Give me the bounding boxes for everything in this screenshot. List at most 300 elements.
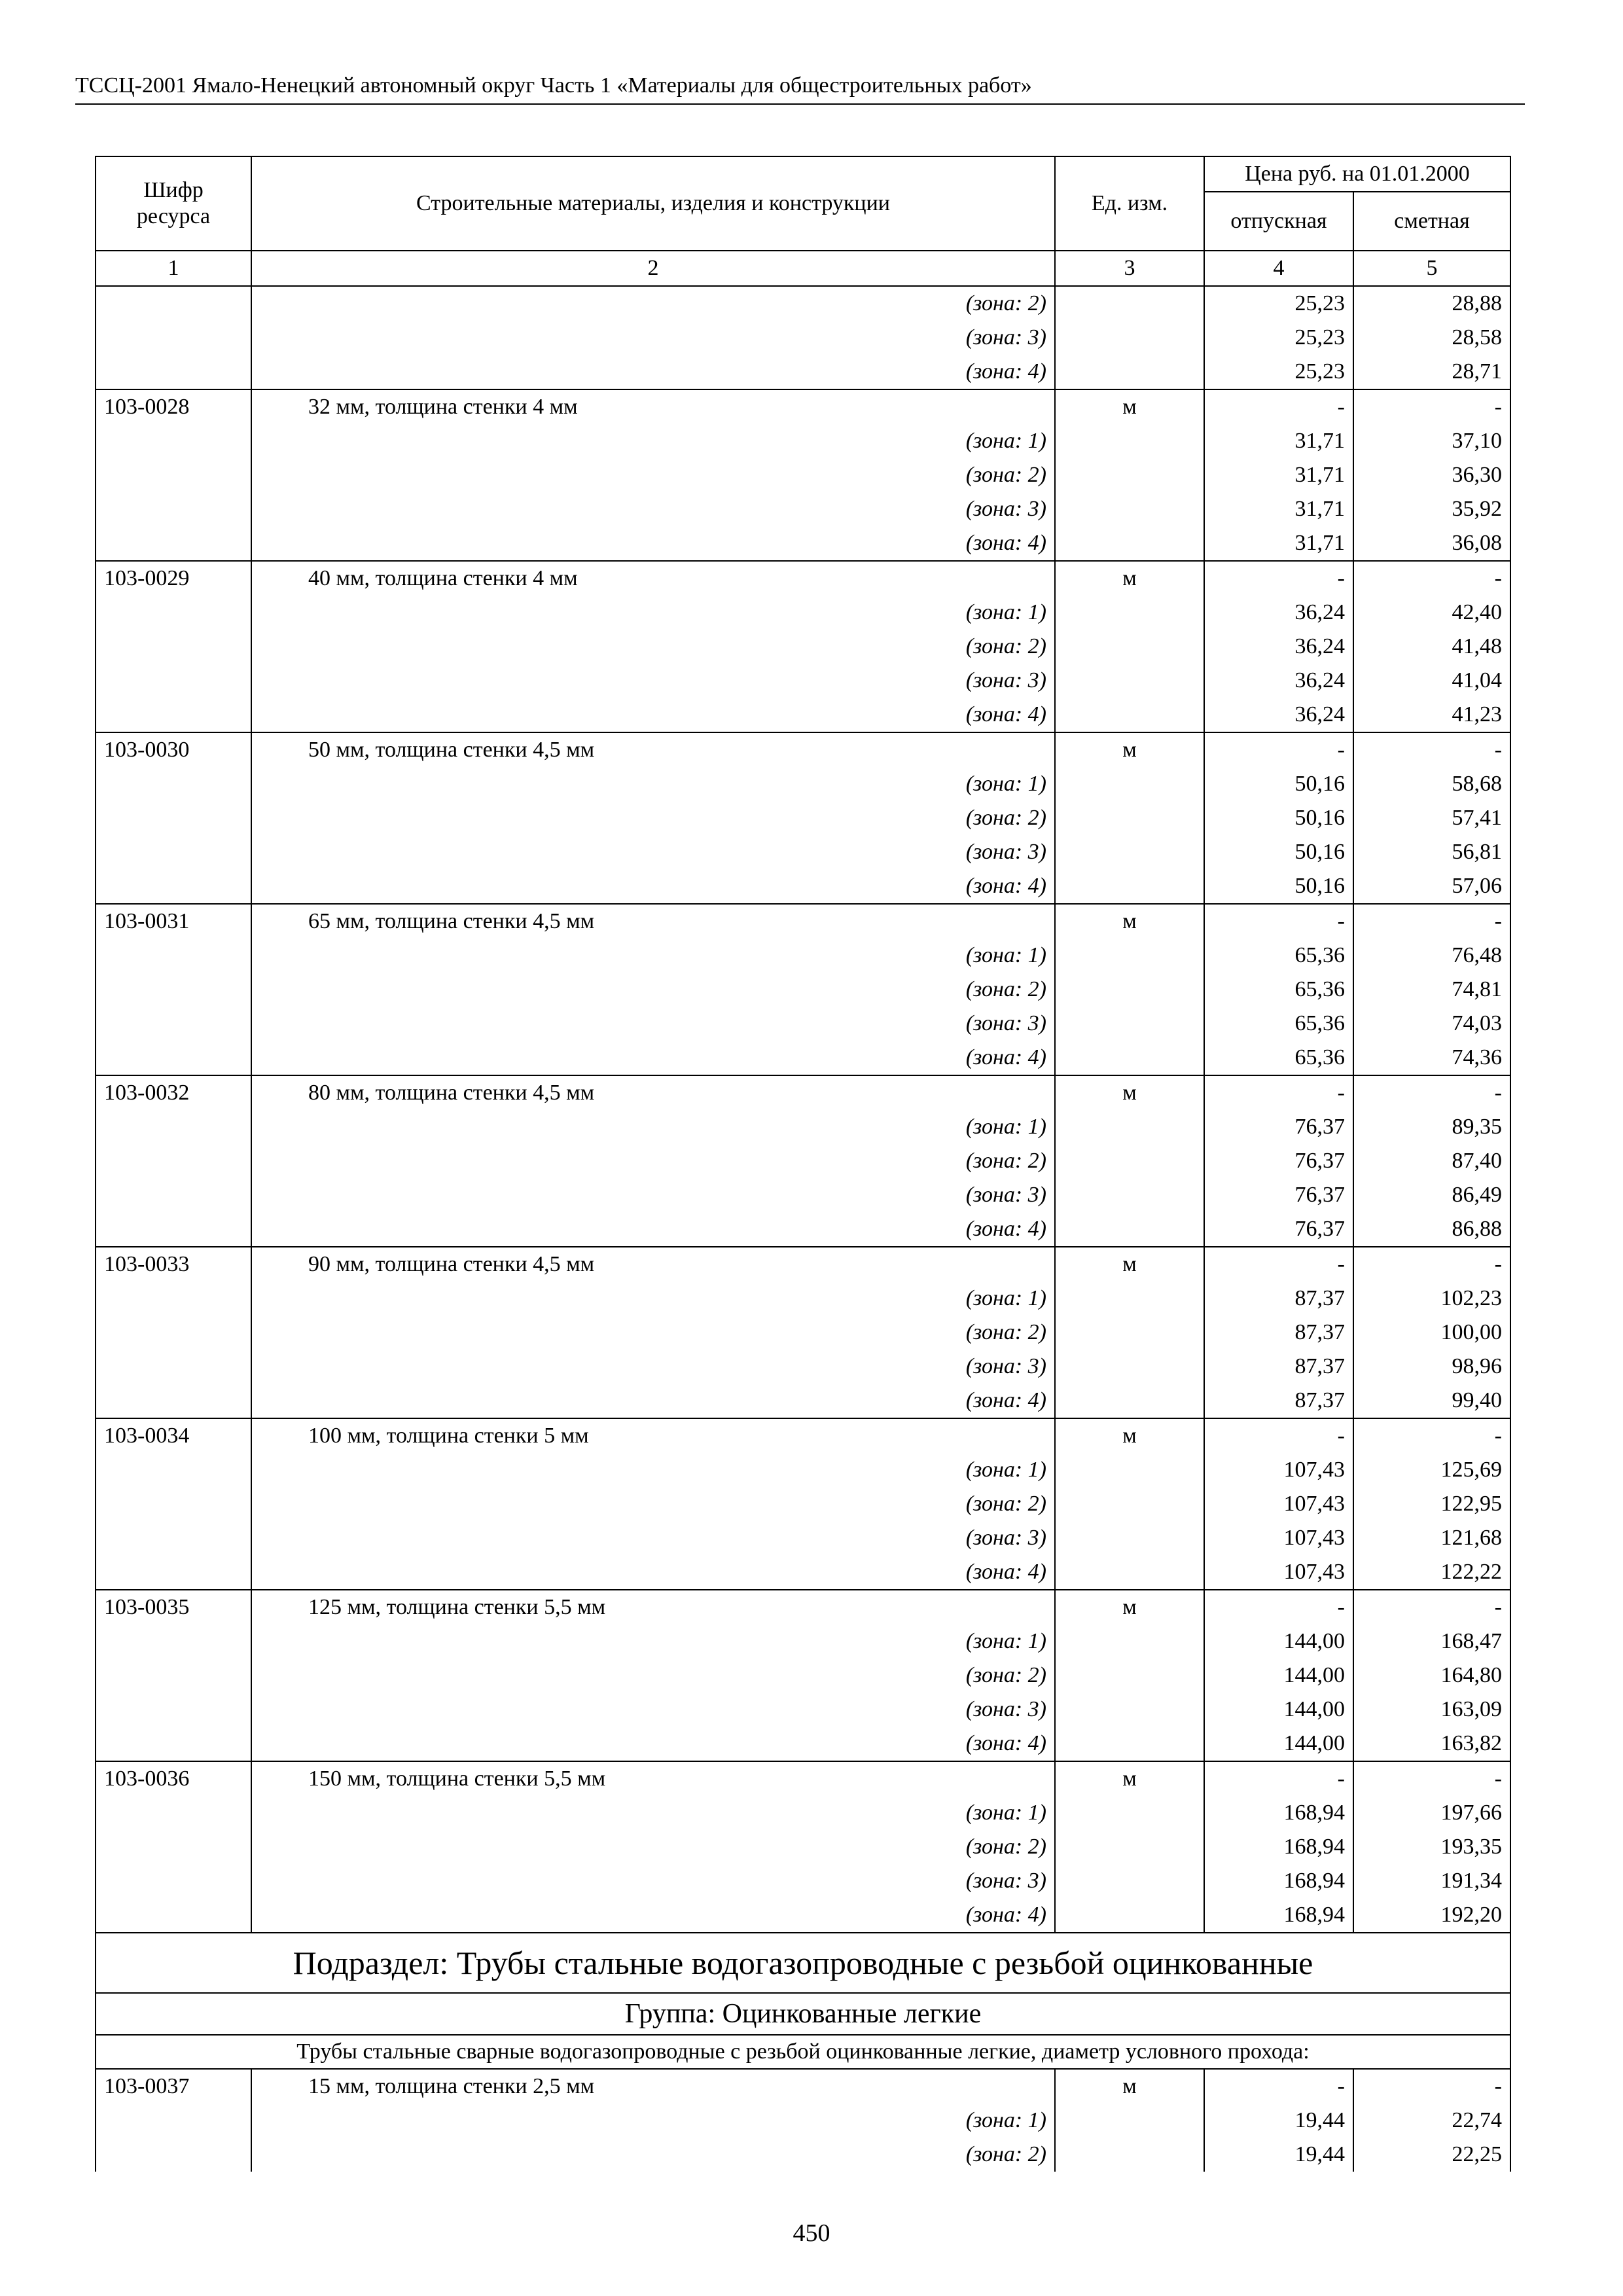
zone-label: (зона: 2) — [251, 2138, 1055, 2172]
estimate-price: 58,68 — [1353, 767, 1510, 801]
release-price: 144,00 — [1204, 1624, 1353, 1659]
group-title: Группа: Оцинкованные легкие — [96, 1993, 1510, 2035]
estimate-price: 122,95 — [1353, 1487, 1510, 1521]
group-description: Трубы стальные сварные водогазопроводные с резьбой оцинкованные легкие, диаметр условного прохода: — [96, 2035, 1510, 2069]
estimate-price: - — [1353, 389, 1510, 424]
estimate-price: - — [1353, 1590, 1510, 1624]
release-price: 76,37 — [1204, 1110, 1353, 1144]
estimate-price: 121,68 — [1353, 1521, 1510, 1555]
estimate-price: 86,88 — [1353, 1212, 1510, 1247]
release-price: 31,71 — [1204, 424, 1353, 458]
release-price: - — [1204, 2069, 1353, 2104]
table-row — [96, 1384, 1510, 1418]
estimate-price: 100,00 — [1353, 1316, 1510, 1350]
unit-cell — [1055, 1110, 1204, 1144]
release-price: 31,71 — [1204, 492, 1353, 526]
estimate-price: 57,06 — [1353, 869, 1510, 904]
release-price: 144,00 — [1204, 1659, 1353, 1693]
table-row — [96, 321, 1510, 355]
zone-label: (зона: 4) — [251, 1212, 1055, 1247]
resource-code — [96, 526, 251, 561]
table-row — [96, 1178, 1510, 1212]
material-name: 65 мм, толщина стенки 4,5 мм — [251, 904, 1055, 939]
unit-cell — [1055, 1282, 1204, 1316]
estimate-price: 164,80 — [1353, 1659, 1510, 1693]
estimate-price: - — [1353, 904, 1510, 939]
zone-label: (зона: 3) — [251, 1178, 1055, 1212]
table-row — [96, 904, 1510, 939]
material-name: 50 мм, толщина стенки 4,5 мм — [251, 732, 1055, 767]
resource-code — [96, 1521, 251, 1555]
unit-cell: м — [1055, 1075, 1204, 1110]
resource-code — [96, 424, 251, 458]
zone-label: (зона: 4) — [251, 1727, 1055, 1761]
resource-code — [96, 321, 251, 355]
table-row — [96, 732, 1510, 767]
resource-code — [96, 286, 251, 321]
resource-code — [96, 2104, 251, 2138]
release-price: 144,00 — [1204, 1727, 1353, 1761]
zone-label: (зона: 2) — [251, 1487, 1055, 1521]
unit-cell — [1055, 698, 1204, 732]
unit-cell: м — [1055, 389, 1204, 424]
resource-code — [96, 1555, 251, 1590]
estimate-price: 57,41 — [1353, 801, 1510, 835]
release-price: - — [1204, 1761, 1353, 1796]
table-row — [96, 630, 1510, 664]
table-row — [96, 1453, 1510, 1487]
unit-cell: м — [1055, 1418, 1204, 1453]
zone-label: (зона: 1) — [251, 939, 1055, 973]
zone-label: (зона: 1) — [251, 1282, 1055, 1316]
zone-label: (зона: 3) — [251, 321, 1055, 355]
estimate-price: 41,48 — [1353, 630, 1510, 664]
table-body — [96, 286, 1510, 1933]
table-row — [96, 2069, 1510, 2104]
subsection-block — [96, 1933, 1510, 2069]
estimate-price: 37,10 — [1353, 424, 1510, 458]
unit-cell — [1055, 835, 1204, 869]
unit-cell — [1055, 321, 1204, 355]
estimate-price: 76,48 — [1353, 939, 1510, 973]
table-row — [96, 869, 1510, 904]
unit-cell — [1055, 1693, 1204, 1727]
price-table — [95, 156, 1511, 2172]
release-price: 76,37 — [1204, 1212, 1353, 1247]
table-row — [96, 389, 1510, 424]
resource-code: 103-0028 — [96, 389, 251, 424]
unit-cell — [1055, 1796, 1204, 1830]
zone-label: (зона: 1) — [251, 424, 1055, 458]
unit-cell — [1055, 1144, 1204, 1178]
resource-code — [96, 1453, 251, 1487]
estimate-price: 28,71 — [1353, 355, 1510, 389]
zone-label: (зона: 2) — [251, 458, 1055, 492]
zone-label: (зона: 3) — [251, 1007, 1055, 1041]
estimate-price: 41,23 — [1353, 698, 1510, 732]
estimate-price: 99,40 — [1353, 1384, 1510, 1418]
table-row — [96, 1555, 1510, 1590]
table-row — [96, 1282, 1510, 1316]
release-price: 50,16 — [1204, 801, 1353, 835]
release-price: 65,36 — [1204, 1007, 1353, 1041]
unit-cell — [1055, 1384, 1204, 1418]
estimate-price: 36,30 — [1353, 458, 1510, 492]
table-body-after — [96, 2069, 1510, 2172]
release-price: 107,43 — [1204, 1487, 1353, 1521]
resource-code — [96, 1898, 251, 1933]
release-price: 107,43 — [1204, 1453, 1353, 1487]
col-number: 2 — [251, 251, 1055, 286]
estimate-price: 28,88 — [1353, 286, 1510, 321]
table-row — [96, 1830, 1510, 1864]
release-price: - — [1204, 1418, 1353, 1453]
unit-cell — [1055, 492, 1204, 526]
release-price: 31,71 — [1204, 526, 1353, 561]
col-header-unit: Ед. изм. — [1055, 156, 1204, 251]
unit-cell — [1055, 1898, 1204, 1933]
resource-code — [96, 1487, 251, 1521]
release-price: 31,71 — [1204, 458, 1353, 492]
material-name: 15 мм, толщина стенки 2,5 мм — [251, 2069, 1055, 2104]
table-row — [96, 1041, 1510, 1075]
table-row — [96, 1110, 1510, 1144]
resource-code: 103-0033 — [96, 1247, 251, 1282]
resource-code — [96, 973, 251, 1007]
table-row — [96, 2104, 1510, 2138]
material-name: 90 мм, толщина стенки 4,5 мм — [251, 1247, 1055, 1282]
estimate-price: 125,69 — [1353, 1453, 1510, 1487]
estimate-price: - — [1353, 732, 1510, 767]
zone-label: (зона: 1) — [251, 1110, 1055, 1144]
release-price: 36,24 — [1204, 630, 1353, 664]
unit-cell — [1055, 1007, 1204, 1041]
table-row — [96, 1761, 1510, 1796]
estimate-price: 35,92 — [1353, 492, 1510, 526]
unit-cell — [1055, 1727, 1204, 1761]
table-row — [96, 1007, 1510, 1041]
release-price: 107,43 — [1204, 1521, 1353, 1555]
estimate-price: 98,96 — [1353, 1350, 1510, 1384]
unit-cell — [1055, 1624, 1204, 1659]
estimate-price: 168,47 — [1353, 1624, 1510, 1659]
unit-cell — [1055, 630, 1204, 664]
table-row — [96, 664, 1510, 698]
unit-cell — [1055, 939, 1204, 973]
estimate-price: 74,81 — [1353, 973, 1510, 1007]
zone-label: (зона: 4) — [251, 1555, 1055, 1590]
col-number: 1 — [96, 251, 251, 286]
unit-cell — [1055, 1830, 1204, 1864]
estimate-price: - — [1353, 1761, 1510, 1796]
table-row — [96, 1590, 1510, 1624]
material-name: 40 мм, толщина стенки 4 мм — [251, 561, 1055, 596]
table-row — [96, 1659, 1510, 1693]
release-price: 25,23 — [1204, 286, 1353, 321]
release-price: 50,16 — [1204, 767, 1353, 801]
unit-cell — [1055, 424, 1204, 458]
resource-code — [96, 1212, 251, 1247]
unit-cell — [1055, 1178, 1204, 1212]
resource-code — [96, 630, 251, 664]
zone-label: (зона: 1) — [251, 1796, 1055, 1830]
table-row — [96, 561, 1510, 596]
resource-code — [96, 1727, 251, 1761]
col-header-price: Цена руб. на 01.01.2000 — [1204, 156, 1510, 192]
col-header-name: Строительные материалы, изделия и конструкции — [251, 156, 1055, 251]
resource-code — [96, 1350, 251, 1384]
zone-label: (зона: 2) — [251, 286, 1055, 321]
resource-code — [96, 869, 251, 904]
zone-label: (зона: 4) — [251, 526, 1055, 561]
zone-label: (зона: 3) — [251, 1864, 1055, 1898]
zone-label: (зона: 3) — [251, 835, 1055, 869]
material-name: 80 мм, толщина стенки 4,5 мм — [251, 1075, 1055, 1110]
estimate-price: 22,74 — [1353, 2104, 1510, 2138]
material-name: 150 мм, толщина стенки 5,5 мм — [251, 1761, 1055, 1796]
release-price: - — [1204, 389, 1353, 424]
zone-label: (зона: 4) — [251, 1384, 1055, 1418]
unit-cell: м — [1055, 732, 1204, 767]
estimate-price: - — [1353, 561, 1510, 596]
resource-code: 103-0031 — [96, 904, 251, 939]
release-price: - — [1204, 732, 1353, 767]
estimate-price: 56,81 — [1353, 835, 1510, 869]
table-row — [96, 286, 1510, 321]
unit-cell — [1055, 1659, 1204, 1693]
unit-cell — [1055, 596, 1204, 630]
resource-code — [96, 939, 251, 973]
estimate-price: 197,66 — [1353, 1796, 1510, 1830]
release-price: 19,44 — [1204, 2104, 1353, 2138]
resource-code — [96, 1864, 251, 1898]
zone-label: (зона: 4) — [251, 355, 1055, 389]
estimate-price: 102,23 — [1353, 1282, 1510, 1316]
subsection-title: Подраздел: Трубы стальные водогазопроводные с резьбой оцинкованные — [96, 1933, 1510, 1993]
zone-label: (зона: 1) — [251, 2104, 1055, 2138]
release-price: - — [1204, 1075, 1353, 1110]
resource-code — [96, 1007, 251, 1041]
zone-label: (зона: 2) — [251, 1659, 1055, 1693]
release-price: - — [1204, 1247, 1353, 1282]
unit-cell — [1055, 767, 1204, 801]
release-price: 50,16 — [1204, 869, 1353, 904]
release-price: 168,94 — [1204, 1796, 1353, 1830]
release-price: 19,44 — [1204, 2138, 1353, 2172]
estimate-price: - — [1353, 1075, 1510, 1110]
unit-cell: м — [1055, 2069, 1204, 2104]
resource-code — [96, 1830, 251, 1864]
release-price: 65,36 — [1204, 939, 1353, 973]
resource-code — [96, 835, 251, 869]
resource-code — [96, 492, 251, 526]
col-number: 4 — [1204, 251, 1353, 286]
material-name: 125 мм, толщина стенки 5,5 мм — [251, 1590, 1055, 1624]
release-price: 168,94 — [1204, 1830, 1353, 1864]
resource-code: 103-0029 — [96, 561, 251, 596]
release-price: 36,24 — [1204, 698, 1353, 732]
resource-code: 103-0030 — [96, 732, 251, 767]
table-row — [96, 939, 1510, 973]
zone-label: (зона: 2) — [251, 1830, 1055, 1864]
zone-label: (зона: 4) — [251, 1041, 1055, 1075]
resource-code: 103-0034 — [96, 1418, 251, 1453]
release-price: 25,23 — [1204, 321, 1353, 355]
release-price: - — [1204, 904, 1353, 939]
table-row — [96, 835, 1510, 869]
resource-code: 103-0036 — [96, 1761, 251, 1796]
zone-label: (зона: 4) — [251, 869, 1055, 904]
estimate-price: 122,22 — [1353, 1555, 1510, 1590]
unit-cell — [1055, 1487, 1204, 1521]
zone-label: (зона: 2) — [251, 1316, 1055, 1350]
material-name: 100 мм, толщина стенки 5 мм — [251, 1418, 1055, 1453]
zone-label: (зона: 1) — [251, 1624, 1055, 1659]
col-header-estimate: сметная — [1353, 192, 1510, 251]
table-row — [96, 596, 1510, 630]
table-row — [96, 1624, 1510, 1659]
col-header-code: Шифр ресурса — [96, 156, 251, 251]
estimate-price: - — [1353, 1247, 1510, 1282]
release-price: 87,37 — [1204, 1316, 1353, 1350]
table-row — [96, 526, 1510, 561]
release-price: 144,00 — [1204, 1693, 1353, 1727]
table-row — [96, 1796, 1510, 1830]
resource-code — [96, 1144, 251, 1178]
unit-cell: м — [1055, 904, 1204, 939]
zone-label: (зона: 2) — [251, 801, 1055, 835]
estimate-price: 193,35 — [1353, 1830, 1510, 1864]
release-price: 168,94 — [1204, 1898, 1353, 1933]
unit-cell: м — [1055, 1761, 1204, 1796]
unit-cell — [1055, 801, 1204, 835]
release-price: 36,24 — [1204, 596, 1353, 630]
resource-code — [96, 458, 251, 492]
resource-code: 103-0037 — [96, 2069, 251, 2104]
release-price: 76,37 — [1204, 1144, 1353, 1178]
unit-cell: м — [1055, 561, 1204, 596]
document-header: ТССЦ-2001 Ямало-Ненецкий автономный округ Часть 1 «Материалы для общестроительных работ» — [75, 73, 1525, 105]
zone-label: (зона: 1) — [251, 596, 1055, 630]
table-row — [96, 1075, 1510, 1110]
resource-code — [96, 1178, 251, 1212]
zone-label: (зона: 1) — [251, 767, 1055, 801]
zone-label: (зона: 2) — [251, 1144, 1055, 1178]
resource-code — [96, 596, 251, 630]
resource-code — [96, 1659, 251, 1693]
resource-code — [96, 801, 251, 835]
zone-label: (зона: 3) — [251, 1521, 1055, 1555]
table-row — [96, 1521, 1510, 1555]
table-row — [96, 801, 1510, 835]
release-price: - — [1204, 561, 1353, 596]
zone-label: (зона: 2) — [251, 630, 1055, 664]
unit-cell: м — [1055, 1590, 1204, 1624]
table-row — [96, 1144, 1510, 1178]
unit-cell — [1055, 526, 1204, 561]
estimate-price: 192,20 — [1353, 1898, 1510, 1933]
table-row — [96, 1693, 1510, 1727]
estimate-price: 22,25 — [1353, 2138, 1510, 2172]
resource-code: 103-0035 — [96, 1590, 251, 1624]
unit-cell — [1055, 286, 1204, 321]
release-price: 65,36 — [1204, 973, 1353, 1007]
zone-label: (зона: 3) — [251, 664, 1055, 698]
table-row — [96, 1487, 1510, 1521]
zone-label: (зона: 3) — [251, 1350, 1055, 1384]
zone-label: (зона: 3) — [251, 1693, 1055, 1727]
unit-cell — [1055, 2138, 1204, 2172]
estimate-price: 74,03 — [1353, 1007, 1510, 1041]
zone-label: (зона: 4) — [251, 1898, 1055, 1933]
estimate-price: 163,09 — [1353, 1693, 1510, 1727]
resource-code — [96, 1384, 251, 1418]
table-row — [96, 1316, 1510, 1350]
zone-label: (зона: 3) — [251, 492, 1055, 526]
resource-code — [96, 767, 251, 801]
zone-label: (зона: 1) — [251, 1453, 1055, 1487]
unit-cell — [1055, 1316, 1204, 1350]
estimate-price: 87,40 — [1353, 1144, 1510, 1178]
release-price: 87,37 — [1204, 1384, 1353, 1418]
resource-code — [96, 1624, 251, 1659]
resource-code: 103-0032 — [96, 1075, 251, 1110]
estimate-price: 36,08 — [1353, 526, 1510, 561]
estimate-price: 86,49 — [1353, 1178, 1510, 1212]
estimate-price: 163,82 — [1353, 1727, 1510, 1761]
release-price: 168,94 — [1204, 1864, 1353, 1898]
resource-code — [96, 698, 251, 732]
page-number: 450 — [793, 2219, 830, 2247]
table-row — [96, 2138, 1510, 2172]
table-row — [96, 458, 1510, 492]
release-price: - — [1204, 1590, 1353, 1624]
table-row — [96, 973, 1510, 1007]
table-row — [96, 698, 1510, 732]
unit-cell — [1055, 664, 1204, 698]
release-price: 76,37 — [1204, 1178, 1353, 1212]
estimate-price: 89,35 — [1353, 1110, 1510, 1144]
col-number: 3 — [1055, 251, 1204, 286]
release-price: 87,37 — [1204, 1282, 1353, 1316]
unit-cell — [1055, 2104, 1204, 2138]
release-price: 36,24 — [1204, 664, 1353, 698]
table-row — [96, 1212, 1510, 1247]
release-price: 50,16 — [1204, 835, 1353, 869]
unit-cell — [1055, 869, 1204, 904]
estimate-price: - — [1353, 2069, 1510, 2104]
table-row — [96, 1350, 1510, 1384]
resource-code — [96, 1041, 251, 1075]
resource-code — [96, 1282, 251, 1316]
table-row — [96, 767, 1510, 801]
unit-cell — [1055, 1555, 1204, 1590]
resource-code — [96, 2138, 251, 2172]
zone-label: (зона: 2) — [251, 973, 1055, 1007]
release-price: 65,36 — [1204, 1041, 1353, 1075]
col-header-release: отпускная — [1204, 192, 1353, 251]
release-price: 87,37 — [1204, 1350, 1353, 1384]
resource-code — [96, 1110, 251, 1144]
table-row — [96, 1247, 1510, 1282]
estimate-price: 74,36 — [1353, 1041, 1510, 1075]
estimate-price: 191,34 — [1353, 1864, 1510, 1898]
estimate-price: 42,40 — [1353, 596, 1510, 630]
unit-cell — [1055, 1453, 1204, 1487]
unit-cell — [1055, 973, 1204, 1007]
unit-cell — [1055, 355, 1204, 389]
resource-code — [96, 1693, 251, 1727]
